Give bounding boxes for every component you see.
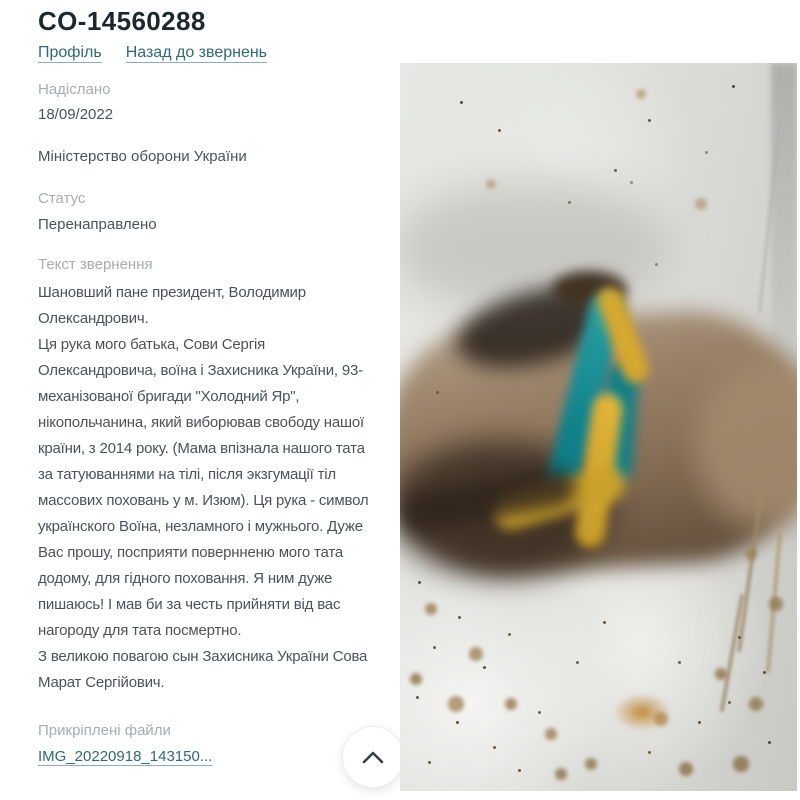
breadcrumb bbox=[38, 44, 267, 62]
appeal-text-line: пишаюсь! І мав би за честь прийняти від вас bbox=[38, 596, 341, 613]
status-value: Перенаправлено bbox=[38, 216, 157, 233]
appeal-text-line: массових поховань у м. Изюм). Ця рука - символ bbox=[38, 492, 369, 509]
photo-dirt-smudge bbox=[613, 693, 671, 731]
attachment-photo[interactable] bbox=[400, 63, 797, 791]
status-label: Статус bbox=[38, 190, 86, 207]
sent-date-value: 18/09/2022 bbox=[38, 106, 114, 123]
chevron-up-icon bbox=[361, 750, 385, 764]
photo-paper-edge bbox=[771, 63, 797, 383]
appeal-text-line: Вас прошу, посприяти повернненю мого тата bbox=[38, 544, 343, 561]
appeal-text-line: Шановший пане президент, Володимир bbox=[38, 284, 306, 301]
appeal-text-line: країни, з 2014 року. (Мама впізнала нашого тата bbox=[38, 440, 365, 457]
back-to-appeals-link[interactable]: Назад до звернень bbox=[125, 44, 268, 61]
appeal-text-label: Текст звернення bbox=[38, 256, 153, 273]
profile-link[interactable]: Профіль bbox=[38, 44, 102, 61]
appeal-text-line: нагороду для тата посмертно. bbox=[38, 622, 242, 639]
sent-label: Надіслано bbox=[38, 81, 111, 98]
appeal-text-line: З великою повагою сын Захисника України Сова bbox=[38, 648, 368, 665]
appeal-text-line: Марат Сергійович. bbox=[38, 674, 165, 691]
attachments-label: Прикріплені файли bbox=[38, 722, 171, 739]
photo-dirt-streak bbox=[720, 594, 745, 713]
appeal-text-line: украïнского Воïна, незламного і мужнього. Дуже bbox=[38, 518, 363, 535]
recipient-value: Міністерство оборони України bbox=[38, 148, 247, 165]
appeal-text-line: Олександровича, воїна і Захисника України, 93- bbox=[38, 362, 363, 379]
scroll-top-button[interactable] bbox=[342, 726, 404, 788]
appeal-text-line: Ця рука мого батька, Сови Сергія bbox=[38, 336, 266, 353]
appeal-text-body bbox=[38, 280, 400, 696]
page-title: CO-14560288 bbox=[38, 6, 206, 36]
appeal-text-line: додому, для гідного поховання. Я ним дуже bbox=[38, 570, 333, 587]
photo-dirt-streak bbox=[766, 533, 782, 673]
attachment-file-link[interactable]: IMG_20220918_143150... bbox=[38, 748, 213, 765]
appeal-text-line: Олександрович. bbox=[38, 310, 149, 327]
appeal-text-line: механізованої бригади "Холодний Яр", bbox=[38, 388, 300, 405]
photo-dirt-smudges bbox=[400, 63, 406, 69]
appeal-text-line: нікопольчанина, який виборював свободу нашої bbox=[38, 414, 364, 431]
appeal-text-line: за татуюваннями на тілі, після экзгумації тіл bbox=[38, 466, 336, 483]
